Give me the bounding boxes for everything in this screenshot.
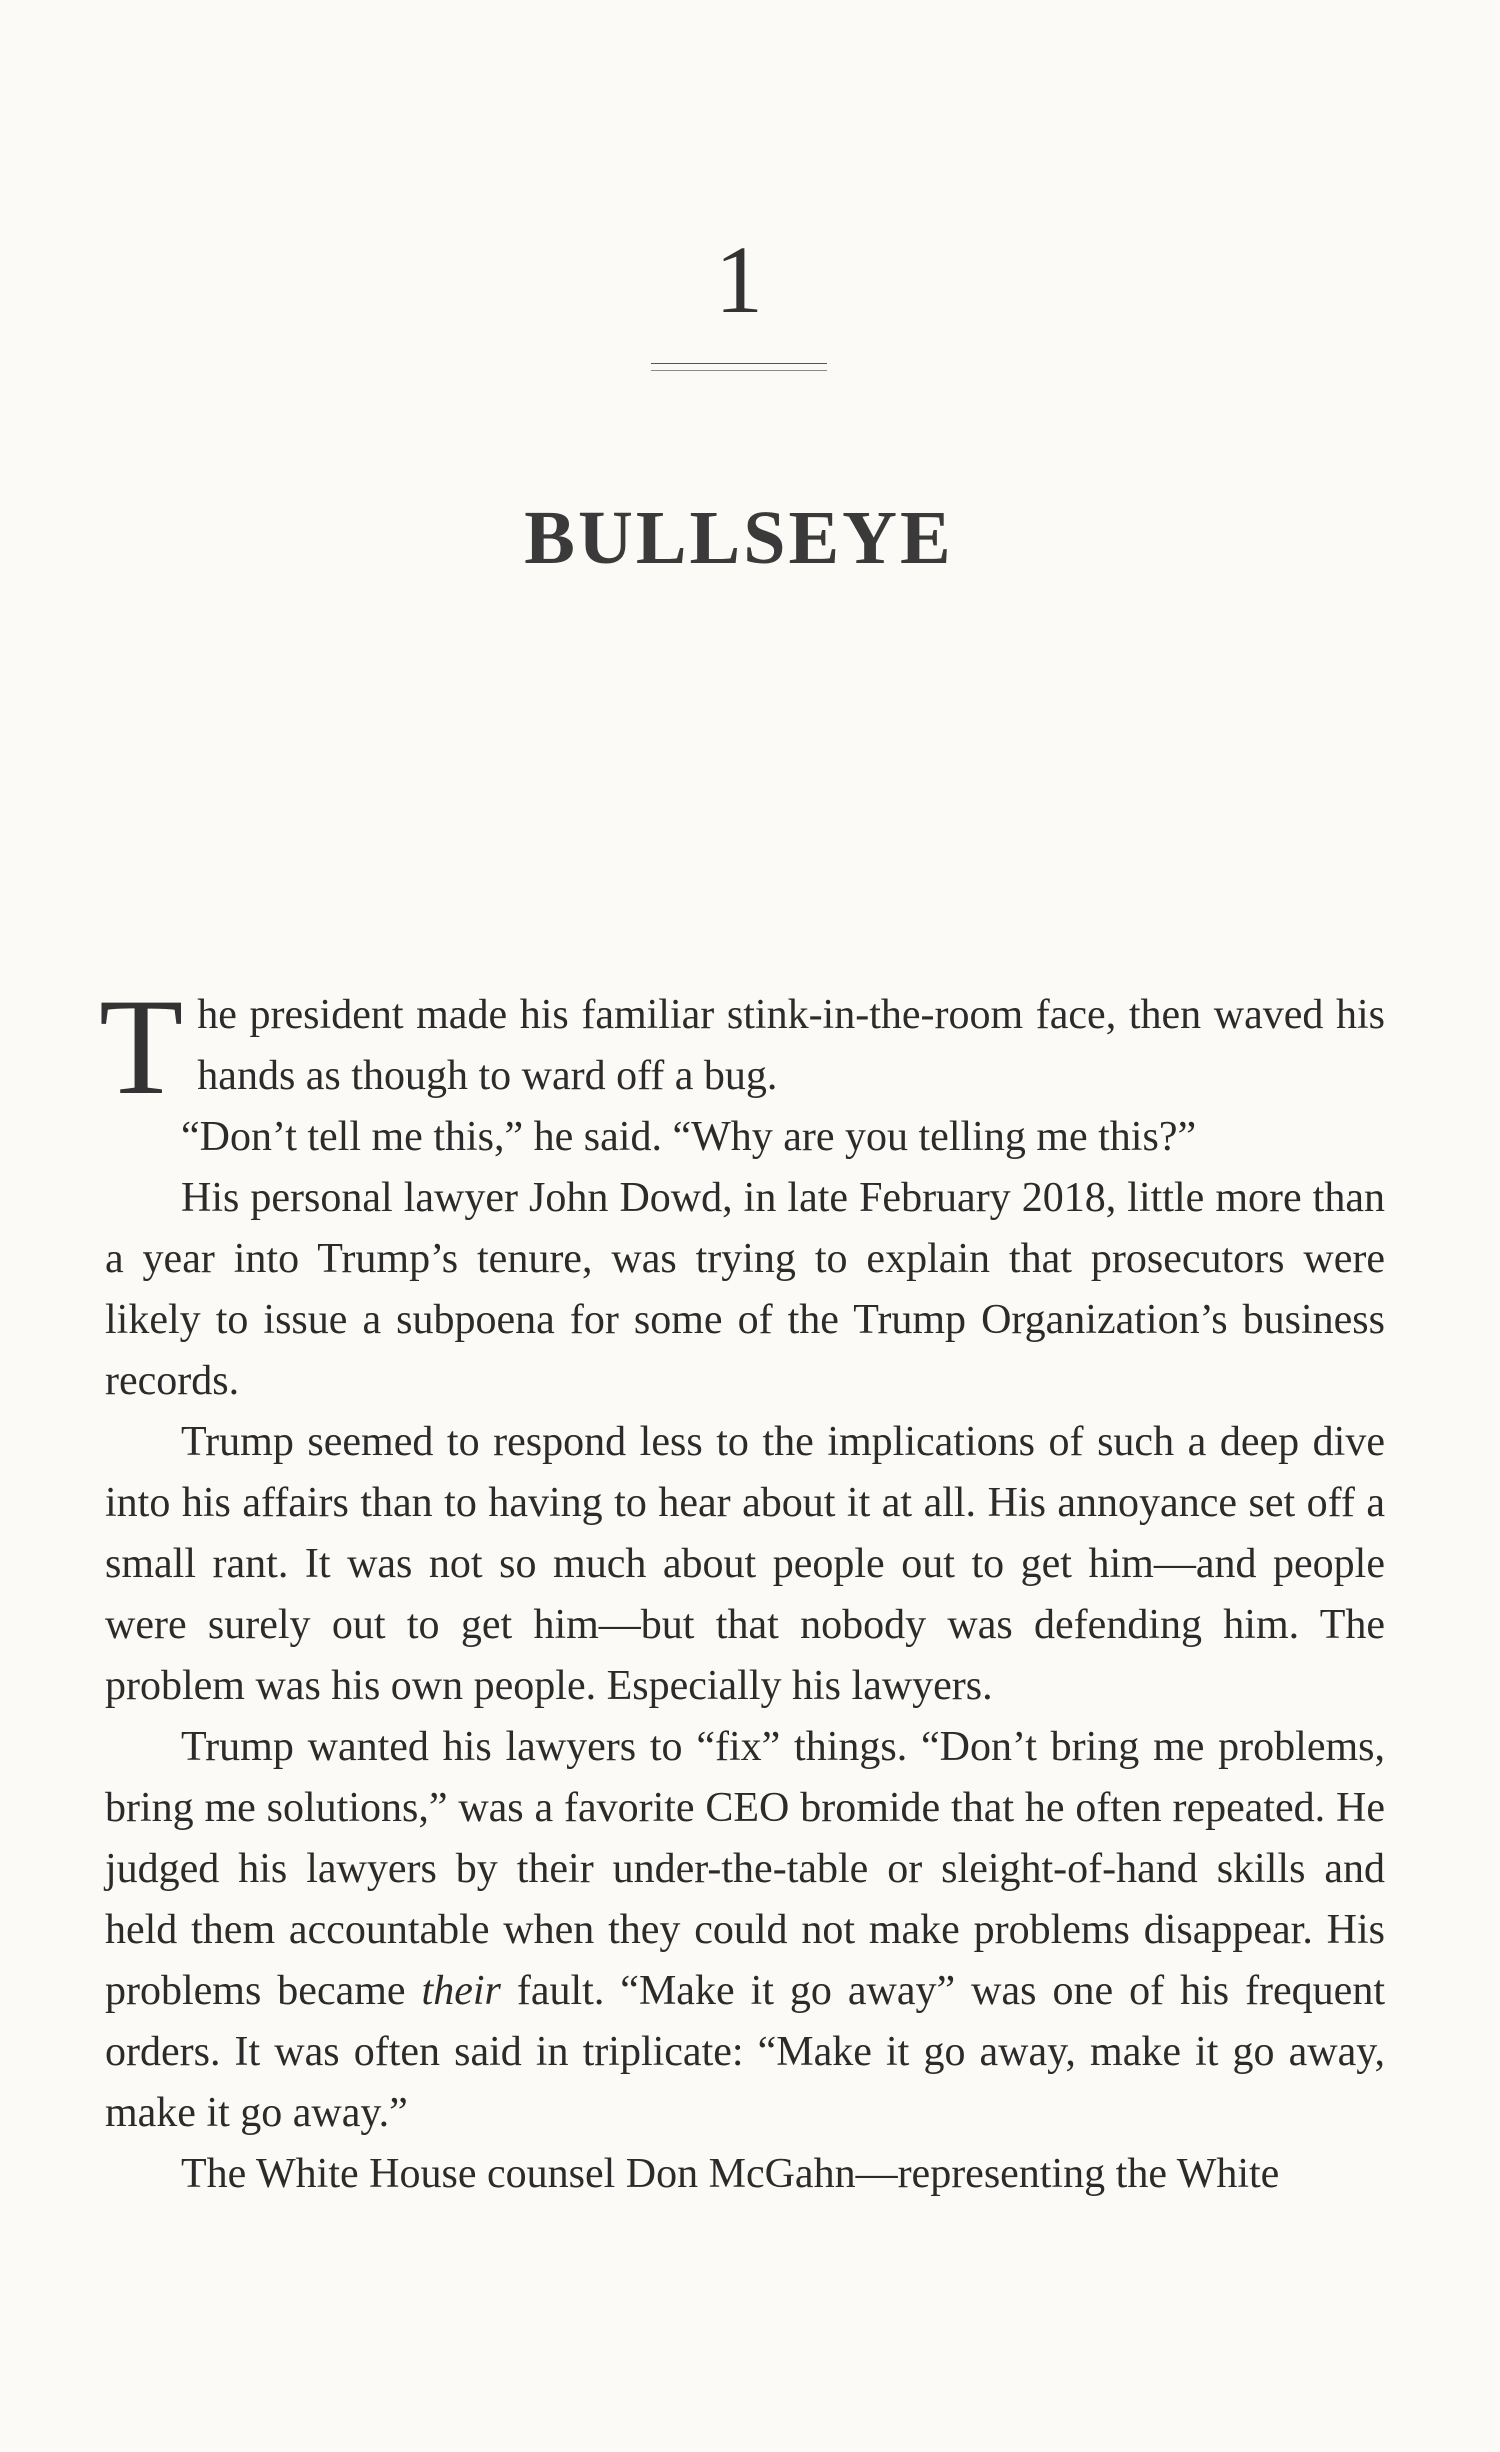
drop-cap: T bbox=[99, 970, 184, 1123]
emphasis-text: their bbox=[421, 1968, 501, 2014]
chapter-title: BULLSEYE bbox=[524, 496, 954, 580]
chapter-rule-secondary bbox=[651, 370, 827, 371]
chapter-rule bbox=[651, 363, 827, 364]
paragraph-text: fault. “Make it go away” was one of his frequent orders. It was often said in triplicate: “Make it go away, make it go away, make it go away.” bbox=[105, 1968, 1385, 2136]
paragraph bbox=[99, 970, 1385, 1123]
paragraph-text: Trump wanted his lawyers to “fix” things. “Don’t bring me problems, bring me solutions,” was a favorite CEO bromide that he often repeated. He judged his lawyers by their under-the-table or sleight-of-hand skills and held them accountable when they could not make problems disappear. His problems became bbox=[105, 1724, 1385, 2014]
paragraph-text: he president made his familiar stink-in-the-room face, then waved his hands as though to ward off a bug. bbox=[197, 992, 1385, 1099]
paragraph: “Don’t tell me this,” he said. “Why are you telling me this?” bbox=[181, 1114, 1197, 1160]
paragraph bbox=[105, 1717, 1385, 2144]
paragraph: His personal lawyer John Dowd, in late February 2018, little more than a year into Trump’s tenure, was trying to explain that prosecutors were likely to issue a subpoena for some of the Trump Organization’s business records. bbox=[105, 1175, 1385, 1404]
paragraph: Trump seemed to respond less to the implications of such a deep dive into his affairs than to having to hear about it at all. His annoyance set off a small rant. It was not so much about people out to get him—and people were surely out to get him—but that nobody was defending him. The problem was his own people. Especially his lawyers. bbox=[105, 1419, 1385, 1709]
chapter-number: 1 bbox=[715, 226, 763, 333]
paragraph: The White House counsel Don McGahn—representing the White bbox=[181, 2151, 1280, 2197]
chapter-body bbox=[99, 970, 1385, 2205]
